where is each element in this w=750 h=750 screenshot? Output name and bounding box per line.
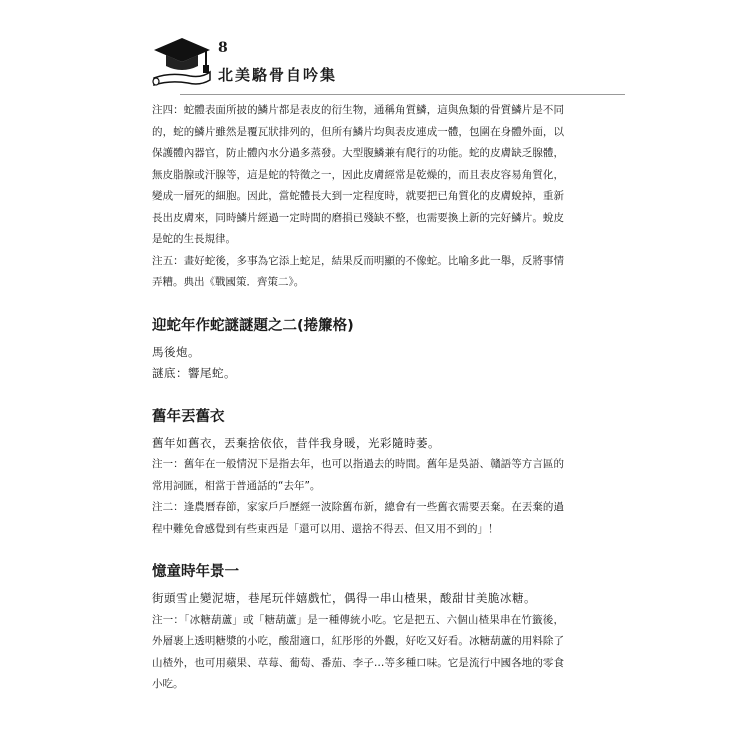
graduation-cap-scroll-icon — [150, 28, 214, 88]
old-clothes-poem: 舊年如舊衣，丟棄捨依依，昔伴我身暖，光彩隨時萎。 — [152, 435, 440, 450]
note-5: 注五：畫好蛇後，多事為它添上蛇足，結果反而明顯的不像蛇。比喻多此一舉，反將事情弄糟。典出《戰國策．齊策二》。 — [152, 254, 564, 288]
riddle-answer: 謎底：響尾蛇。 — [152, 366, 236, 380]
riddle-title: 迎蛇年作蛇謎謎題之二(捲簾格) — [152, 317, 354, 334]
page-header — [150, 28, 620, 96]
page-content — [152, 100, 564, 696]
childhood-poem: 街頭雪止變泥塘，巷尾玩伴嬉戲忙，偶得一串山楂果，酸甜甘美脆冰糖。 — [152, 591, 536, 605]
childhood-note-1: 注一：「冰糖葫蘆」或「糖葫蘆」是一種傳統小吃。它是把五、六個山楂果串在竹籤後，外層裹上透明糖漿的小吃，酸甜適口，紅彤彤的外觀，好吃又好看。冰糖葫蘆的用料除了山楂外，也可用蘋果、草莓、葡萄、番茄、李子…等多種口味。它是流行中國各地的零食小吃。 — [152, 613, 564, 690]
page-number: 8 — [218, 40, 228, 56]
old-clothes-title: 舊年丟舊衣 — [152, 408, 225, 425]
childhood-title: 憶童時年景一 — [152, 564, 239, 580]
riddle-question: 馬後炮。 — [152, 344, 200, 359]
note-4: 注四：蛇體表面所披的鱗片都是表皮的衍生物，通稱角質鱗，這與魚類的骨質鱗片是不同的，蛇的鱗片雖然是覆瓦狀排列的，但所有鱗片均與表皮連成一體，包圍在身體外面，以保護體內器官，防止體內水分過多蒸發。大型腹鱗兼有爬行的功能。蛇的皮膚缺乏腺體，無皮脂腺或汗腺等，這是蛇的特徵之一，因此皮膚經常是乾燥的，而且表皮容易角質化，變成一層死的細胞。因此，當蛇體長大到一定程度時，就要把已角質化的皮膚蛻掉，重新長出皮膚來，同時鱗片經過一定時間的磨損已殘缺不整，也需要換上新的完好鱗片。蛻皮是蛇的生長規律。 — [152, 104, 564, 245]
old-clothes-note-2: 注二：逢農曆春節，家家戶戶歷經一波除舊布新，總會有一些舊衣需要丟棄。在丟棄的過程中難免會感覺到有些東西是「還可以用、還捨不得丟、但又用不到的」！ — [152, 501, 564, 535]
book-title: 北美駱骨自吟集 — [218, 66, 338, 84]
header-divider — [180, 94, 625, 95]
old-clothes-note-1: 注一：舊年在一般情況下是指去年，也可以指過去的時間。舊年是吳語、贛語等方言區的常用詞匯，相當于普通話的“去年”。 — [152, 458, 564, 492]
